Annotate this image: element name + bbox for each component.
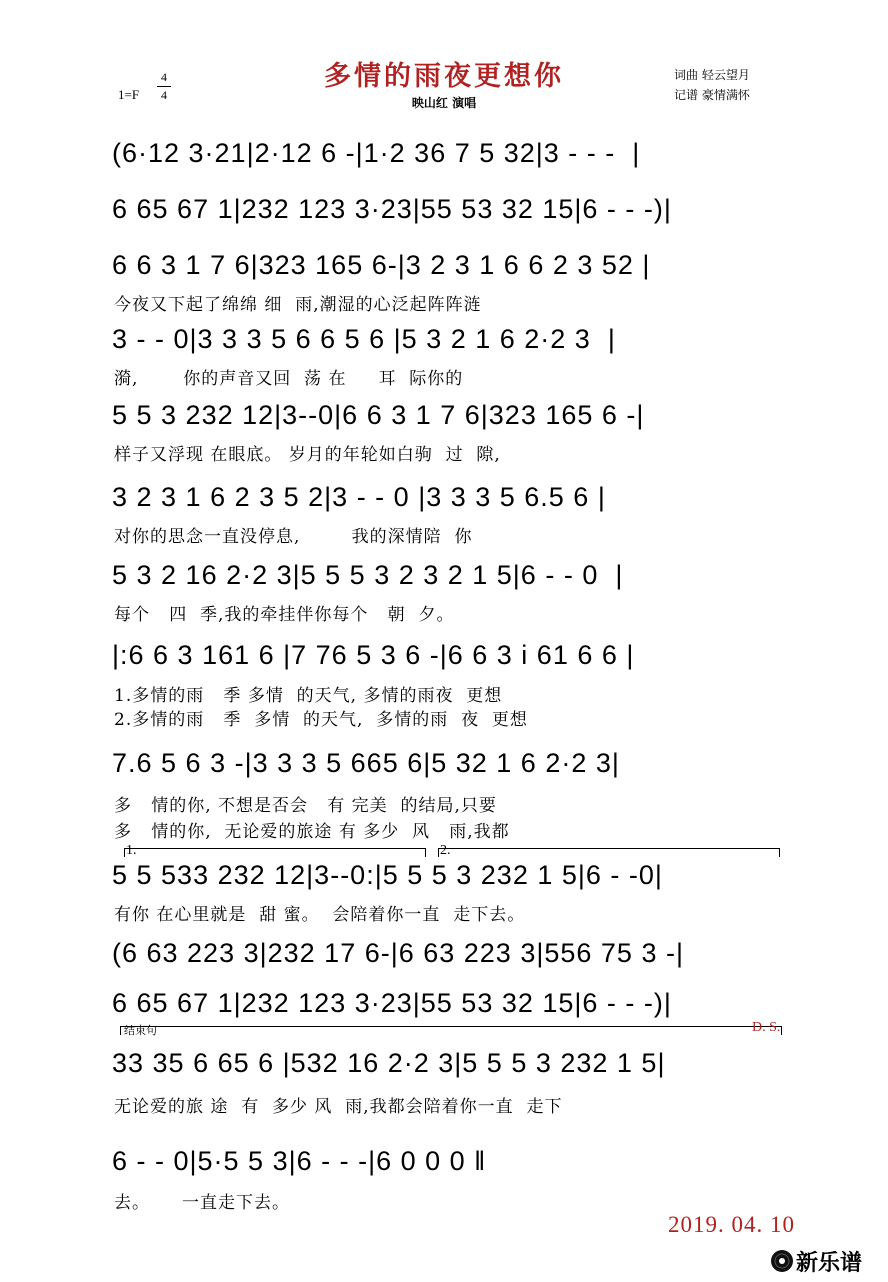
lyric-line-5: 样子又浮现 在眼底。 岁月的年轮如白驹 过 隙,	[114, 445, 501, 465]
notation-line-11: (6 63 223 3|232 17 6-|6 63 223 3|556 75 3 -|	[112, 938, 684, 968]
lyric-line-4: 漪, 你的声音又回 荡 在 耳 际你的	[114, 369, 464, 389]
lyric-line-8-verse-1: 1.多情的雨 季 多情 的天气, 多情的雨夜 更想	[114, 686, 503, 706]
composer-credit: 词曲 轻云望月	[674, 68, 750, 82]
notation-line-8: |:6 6 3 161 6 |7 76 5 3 6 -|6 6 3 i 61 6 6 |	[112, 640, 635, 670]
notation-line-14: 6 - - 0|5·5 5 3|6 - - -|6 0 0 0 ‖	[112, 1146, 487, 1176]
notation-line-5: 5 5 3 232 12|3--0|6 6 3 1 7 6|323 165 6 -|	[112, 400, 645, 430]
page-title: 多情的雨夜更想你	[324, 61, 564, 92]
ending-phrase-marker: 结束句	[124, 1025, 157, 1037]
lyric-line-9-verse-1: 多 情的你, 不想是否会 有 完美 的结局,只要	[114, 796, 497, 816]
record-icon	[770, 1249, 794, 1273]
first-ending-bracket	[124, 848, 426, 857]
dal-segno-marker: D. S.	[752, 1020, 781, 1035]
site-logo	[770, 1244, 888, 1276]
notation-line-10: 5 5 533 232 12|3--0:|5 5 5 3 232 1 5|6 - -0|	[112, 860, 663, 890]
lyric-line-6: 对你的思念一直没停息, 我的深情陪 你	[114, 527, 473, 547]
lyric-line-14: 去。 一直走下去。	[114, 1193, 291, 1213]
logo-text: 新乐谱	[796, 1251, 863, 1276]
notation-line-12: 6 65 67 1|232 123 3·23|55 53 32 15|6 - - -)|	[112, 988, 672, 1018]
notation-line-7: 5 3 2 16 2·2 3|5 5 5 3 2 3 2 1 5|6 - - 0 |	[112, 560, 624, 590]
first-ending-marker: 1.	[126, 843, 137, 858]
time-signature-bottom: 4	[161, 88, 167, 102]
notation-line-2: 6 65 67 1|232 123 3·23|55 53 32 15|6 - - -)|	[112, 194, 672, 224]
date-stamp: 2019. 04. 10	[668, 1212, 795, 1237]
notation-line-6: 3 2 3 1 6 2 3 5 2|3 - - 0 |3 3 3 5 6.5 6 |	[112, 482, 606, 512]
notation-line-4: 3 - - 0|3 3 3 5 6 6 5 6 |5 3 2 1 6 2·2 3 |	[112, 324, 616, 354]
ending-phrase-bracket	[120, 1026, 782, 1035]
second-ending-marker: 2.	[440, 843, 451, 858]
lyric-line-10: 有你 在心里就是 甜 蜜。 会陪着你一直 走下去。	[114, 905, 526, 925]
notation-line-3: 6 6 3 1 7 6|323 165 6-|3 2 3 1 6 6 2 3 52 |	[112, 250, 651, 280]
second-ending-bracket	[438, 848, 780, 857]
time-signature-top: 4	[157, 69, 171, 87]
lyric-line-9-verse-2: 多 情的你, 无论爱的旅途 有 多少 风 雨,我都	[114, 822, 510, 842]
lyric-line-7: 每个 四 季,我的牵挂伴你每个 朝 夕。	[114, 605, 455, 625]
notation-line-13: 33 35 6 65 6 |532 16 2·2 3|5 5 5 3 232 1 5|	[112, 1048, 666, 1078]
key-signature: 1=F	[118, 87, 140, 102]
notation-line-9: 7.6 5 6 3 -|3 3 3 5 665 6|5 32 1 6 2·2 3|	[112, 748, 620, 778]
lyric-line-13: 无论爱的旅 途 有 多少 风 雨,我都会陪着你一直 走下	[114, 1097, 563, 1117]
singer-credit: 映山红 演唱	[411, 96, 477, 110]
transcriber-credit: 记谱 豪情满怀	[674, 88, 750, 102]
lyric-line-3: 今夜又下起了绵绵 细 雨,潮湿的心泛起阵阵涟	[114, 295, 482, 315]
lyric-line-8-verse-2: 2.多情的雨 季 多情 的天气, 多情的雨 夜 更想	[114, 710, 528, 730]
notation-line-1: (6·12 3·21|2·12 6 -|1·2 36 7 5 32|3 - - - |	[112, 138, 641, 168]
